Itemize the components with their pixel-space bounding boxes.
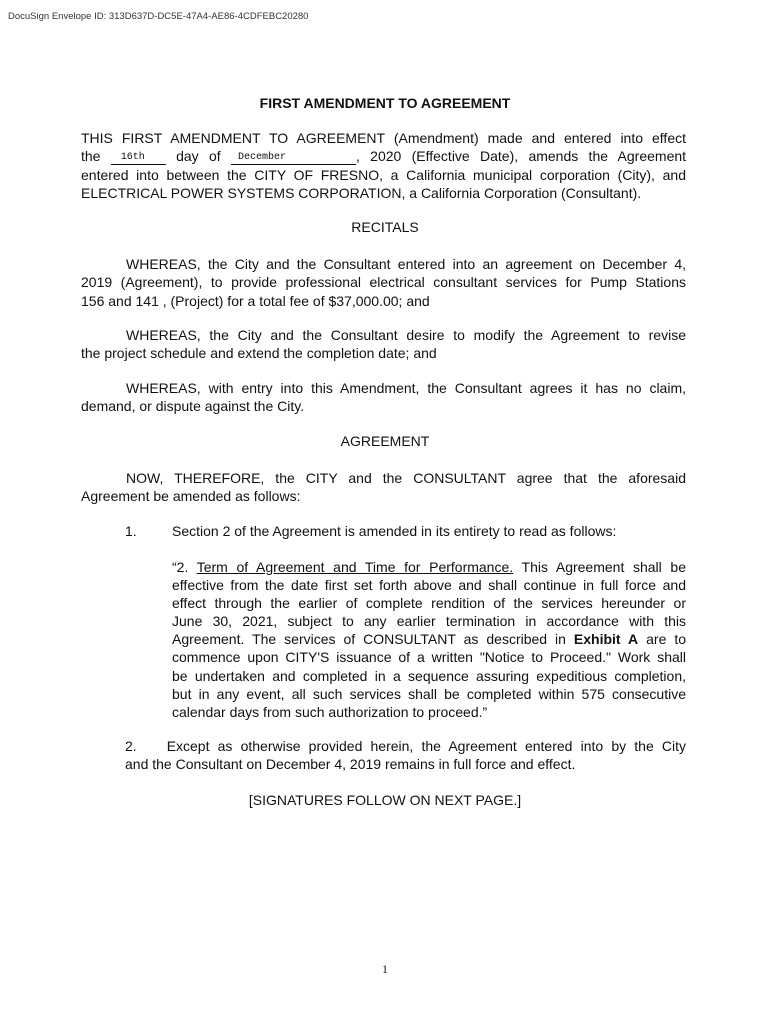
quote-line-9: calendar days from such authorization to proceed.” [172, 703, 488, 720]
signatures-note: [SIGNATURES FOLLOW ON NEXT PAGE.] [248, 792, 522, 808]
item-2-line-1 [125, 737, 686, 755]
intro-effective-date: , 2020 (Effective Date), amends the Agreement [355, 148, 687, 165]
quote-line-1 [172, 558, 686, 576]
quote-line-6: commence upon CITY'S issuance of a written "Notice to Proceed." Work shall [172, 649, 686, 666]
whereas1-line-1: WHEREAS, the City and the Consultant entered into an agreement on December 4, [126, 256, 686, 272]
exhibit-a-label: Exhibit A [573, 631, 639, 648]
now-therefore-line-1: NOW, THEREFORE, the CITY and the CONSULTANT agree that the aforesaid [126, 470, 686, 486]
quote-line-5a: Agreement. The services of CONSULTANT as described in [172, 631, 574, 648]
intro-paragraph [81, 129, 686, 202]
item-2-paragraph [125, 737, 686, 774]
recitals-heading: RECITALS [351, 219, 419, 235]
whereas3-line-1: WHEREAS, with entry into this Amendment, the Consultant agrees it has no claim, [126, 380, 686, 396]
quote-line-4: June 30, 2021, subject to any earlier termination in accordance with this [172, 613, 686, 630]
intro-line-2 [81, 147, 686, 165]
now-therefore-line-2: Agreement be amended as follows: [81, 488, 301, 505]
whereas2-line-2: the project schedule and extend the completion date; and [81, 345, 437, 362]
intro-line-4: ELECTRICAL POWER SYSTEMS CORPORATION, a California Corporation (Consultant). [81, 184, 642, 201]
intro-the: the [81, 148, 101, 165]
whereas3-line-2: demand, or dispute against the City. [81, 398, 305, 415]
quote-line-5b: are to [638, 631, 686, 648]
quote-heading: Term of Agreement and Time for Performance. [196, 559, 514, 575]
page-number: 1 [382, 962, 388, 976]
whereas1-line-2: 2019 (Agreement), to provide professional electrical consultant services for Pump Stations [81, 274, 686, 291]
section-2-quote [172, 558, 686, 721]
quote-line-8: but in any event, all such services shall be completed within 575 consecutive [172, 685, 686, 702]
quote-open: “2. [172, 559, 197, 575]
intro-line-3: entered into between the CITY OF FRESNO, a California municipal corporation (City), and [81, 166, 686, 183]
item-2-line-2: and the Consultant on December 4, 2019 remains in full force and effect. [125, 756, 576, 773]
whereas-paragraph-3 [81, 379, 686, 416]
day-field[interactable]: 16th [111, 152, 166, 165]
quote-line-2: effective from the date first set forth above and shall continue in full force and [172, 577, 686, 594]
document-title: FIRST AMENDMENT TO AGREEMENT [259, 95, 511, 111]
item-1-text: Section 2 of the Agreement is amended in its entirety to read as follows: [172, 523, 617, 539]
whereas-paragraph-2 [81, 326, 686, 363]
intro-day-of: day of [176, 148, 221, 165]
quote-line-1-rest: This Agreement shall be [513, 559, 686, 575]
month-field[interactable]: December [231, 152, 356, 165]
quote-line-7: be undertaken and completed in a sequence assuring expeditious completion, [172, 667, 686, 684]
whereas2-line-1: WHEREAS, the City and the Consultant desire to modify the Agreement to revise [126, 327, 686, 343]
whereas1-line-3: 156 and 141 , (Project) for a total fee of $37,000.00; and [81, 292, 430, 309]
quote-line-3: effect through the earlier of complete rendition of the services hereunder or [172, 595, 686, 612]
now-therefore-paragraph [81, 469, 686, 506]
docusign-envelope-id: DocuSign Envelope ID: 313D637D-DC5E-47A4-AE86-4CDFEBC20280 [8, 11, 309, 22]
whereas-paragraph-1 [81, 255, 686, 310]
item-2-number: 2. [125, 738, 137, 754]
item-1-number: 1. [125, 523, 137, 539]
agreement-heading: AGREEMENT [340, 433, 430, 449]
quote-line-5 [172, 630, 686, 648]
item-2-line-1-text: Except as otherwise provided herein, the Agreement entered into by the City [166, 738, 686, 754]
intro-line-1: THIS FIRST AMENDMENT TO AGREEMENT (Amendment) made and entered into effect [81, 130, 686, 146]
